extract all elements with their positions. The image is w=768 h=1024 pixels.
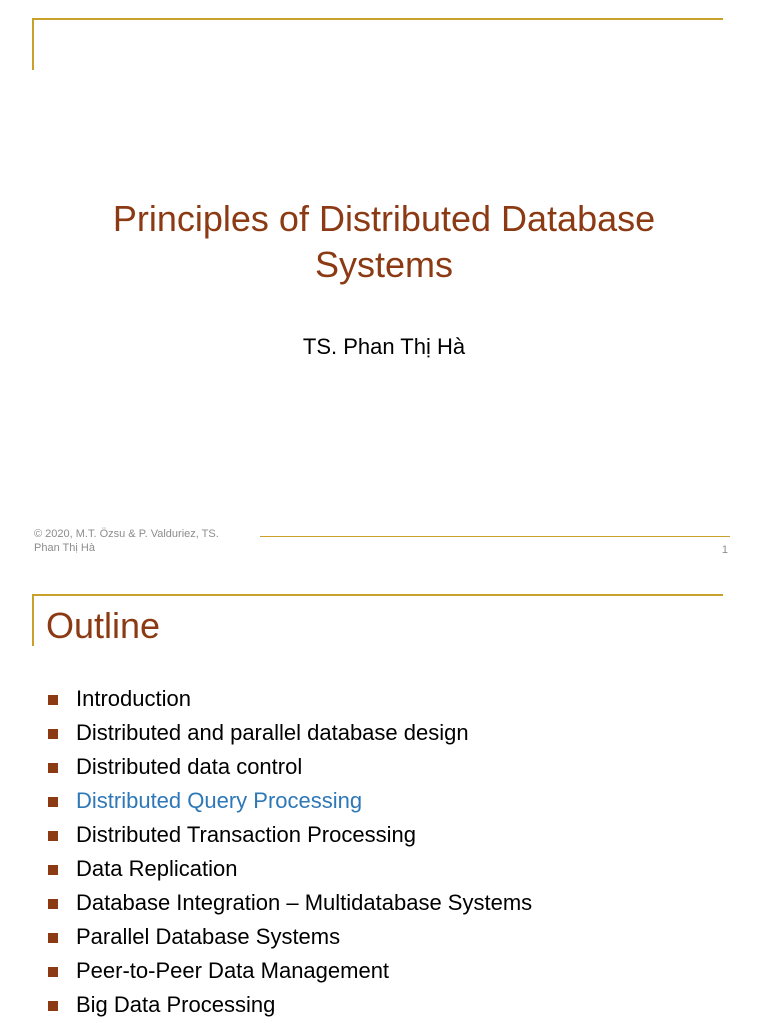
square-bullet-icon bbox=[48, 1001, 58, 1011]
author-name: TS. Phan Thị Hà bbox=[302, 334, 466, 359]
outline-item-label: Distributed and parallel database design bbox=[76, 720, 469, 745]
frame-left-line bbox=[32, 594, 34, 646]
frame-top-line bbox=[32, 18, 723, 20]
square-bullet-icon bbox=[48, 797, 58, 807]
square-bullet-icon bbox=[48, 967, 58, 977]
outline-item-label: Big Data Processing bbox=[76, 992, 276, 1017]
square-bullet-icon bbox=[48, 933, 58, 943]
slide-heading: Outline bbox=[46, 605, 161, 646]
outline-item-label: Distributed Query Processing bbox=[76, 788, 363, 813]
square-bullet-icon bbox=[48, 831, 58, 841]
page-number: 1 bbox=[721, 544, 728, 556]
outline-item-label: Peer-to-Peer Data Management bbox=[76, 958, 390, 983]
slide-title bbox=[60, 196, 708, 288]
outline-item-label: Database Integration – Multidatabase Systems bbox=[76, 890, 533, 915]
slide-title-line-1: Principles of Distributed Database bbox=[112, 198, 656, 239]
outline-item-label: Distributed Transaction Processing bbox=[76, 822, 416, 847]
square-bullet-icon bbox=[48, 763, 58, 773]
outline-slide bbox=[0, 580, 768, 1024]
copyright-footer bbox=[34, 527, 284, 555]
slide-title-line-2: Systems bbox=[314, 244, 454, 285]
square-bullet-icon bbox=[48, 695, 58, 705]
footer-rule bbox=[260, 536, 730, 537]
outline-item-label: Parallel Database Systems bbox=[76, 924, 341, 949]
outline-item-label: Distributed data control bbox=[76, 754, 303, 779]
footer-line-2: Phan Thị Hà bbox=[34, 542, 95, 554]
outline-item-label: Introduction bbox=[76, 686, 191, 711]
footer-line-1: © 2020, M.T. Özsu & P. Valduriez, TS. bbox=[34, 528, 219, 540]
square-bullet-icon bbox=[48, 729, 58, 739]
frame-left-line bbox=[32, 18, 34, 70]
square-bullet-icon bbox=[48, 865, 58, 875]
frame-top-line bbox=[32, 594, 723, 596]
square-bullet-icon bbox=[48, 899, 58, 909]
outline-item-label: Data Replication bbox=[76, 856, 238, 881]
